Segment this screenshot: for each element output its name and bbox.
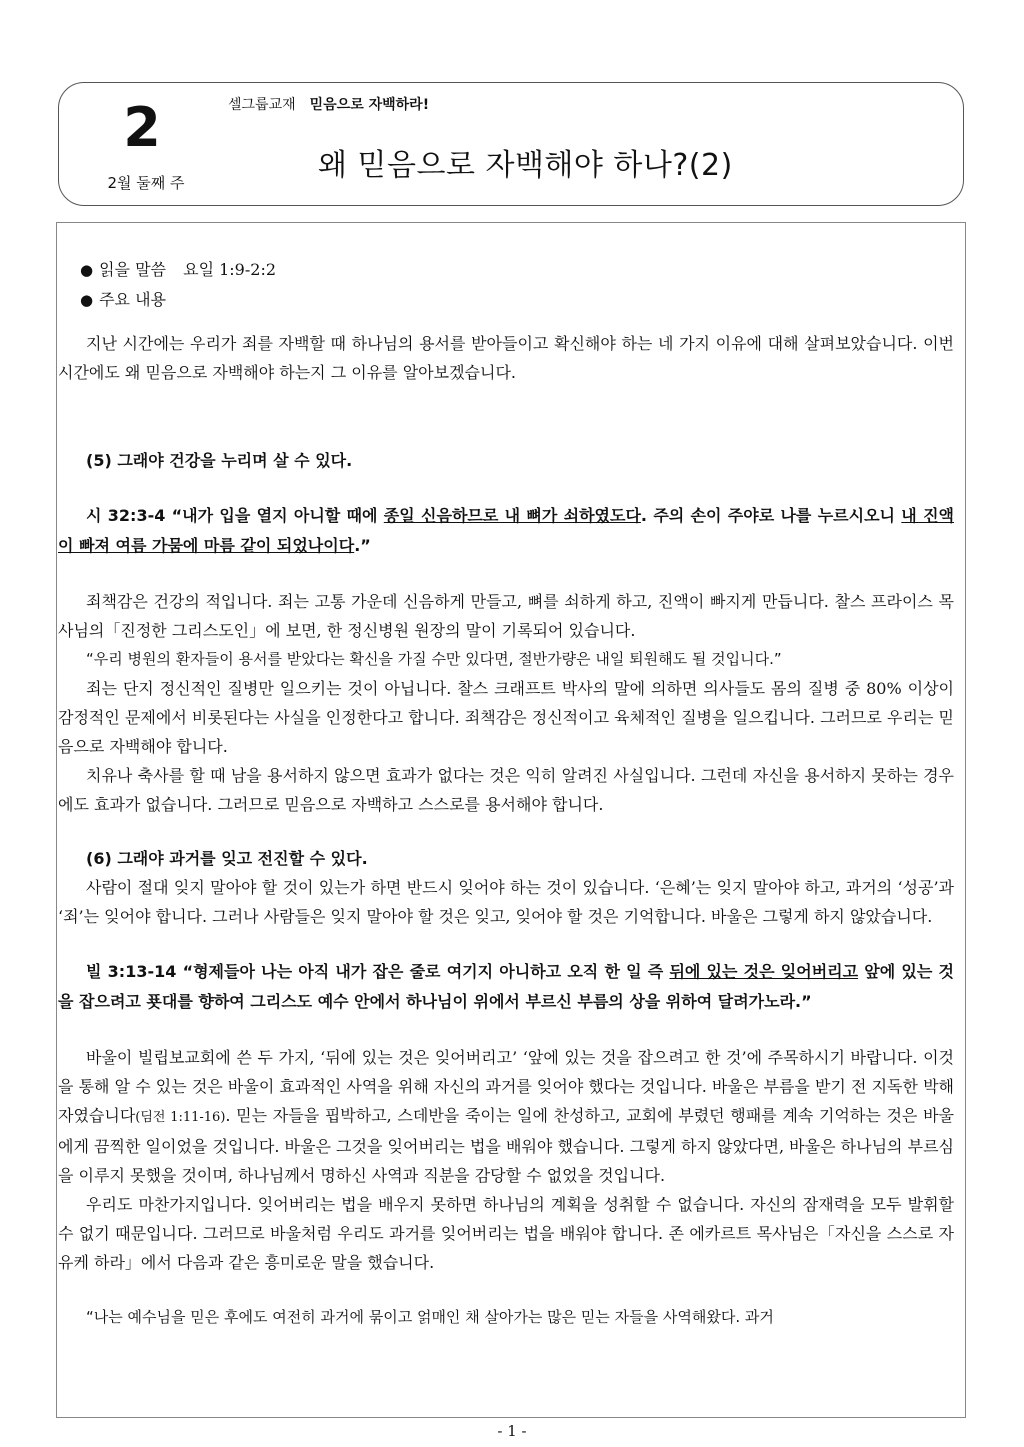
reading-label: 읽을 말씀 — [99, 260, 167, 279]
bullet-icon: ● — [80, 261, 94, 279]
verse-psalm: 시 32:3-4 “내가 입을 열지 아니할 때에 종일 신음하므로 내 뼈가 쇠하였도다. 주의 손이 주야로 나를 누르시오니 내 진액이 빠져 여름 가뭄에 마름 같이 되었나이다.” — [58, 506, 954, 555]
section-5-quote: “우리 병원의 환자들이 용서를 받았다는 확신을 가질 수만 있다면, 절반가량은 내일 퇴원해도 될 것입니다.” — [86, 650, 782, 668]
week-label: 2월 둘째 주 — [107, 174, 185, 192]
reading-ref: 요일 1:9-2:2 — [183, 260, 277, 279]
page-title: 왜 믿음으로 자백해야 하나?(2) — [318, 148, 733, 183]
lesson-number: 2 — [123, 96, 161, 159]
main-bullet — [58, 285, 954, 315]
main-label: 주요 내용 — [99, 290, 167, 309]
section-6-paragraph-1: 사람이 절대 잊지 말아야 할 것이 있는가 하면 반드시 잊어야 하는 것이 있습니다. ‘은혜’는 잊지 말아야 하고, 과거의 ‘성공’과 ‘죄’는 잊어야 합니다. 그러나 사람들은 잊지 말아야 할 것은 잊고, 잊어야 할 것은 기억합니다. 바울은 그렇게 하지 않았습니다. — [58, 878, 954, 926]
section-5-paragraph-1: 죄책감은 건강의 적입니다. 죄는 고통 가운데 신음하게 만들고, 뼈를 쇠하게 하고, 진액이 빠지게 만듭니다. 찰스 프라이스 목사님의「진정한 그리스도인」에 보면, 한 정신병원 원장의 말이 기록되어 있습니다. — [58, 592, 954, 640]
series-line — [228, 94, 429, 114]
section-6-quote: “나는 예수님을 믿은 후에도 여전히 과거에 묶이고 얽매인 채 살아가는 많은 믿는 자들을 사역해왔다. 과거 — [86, 1308, 774, 1326]
series-label: 셀그룹교재 — [228, 97, 296, 113]
verse-philippians: 빌 3:13-14 “형제들아 나는 아직 내가 잡은 줄로 여기지 아니하고 오직 한 일 즉 뒤에 있는 것은 잊어버리고 앞에 있는 것을 잡으려고 푯대를 향하여 그리스도 예수 안에서 하나님이 위에서 부르신 부름의 상을 위하여 달려가노라.” — [58, 962, 954, 1011]
content-body — [58, 255, 954, 1332]
section-6-paragraph-3: 우리도 마찬가지입니다. 잊어버리는 법을 배우지 못하면 하나님의 계획을 성취할 수 없습니다. 자신의 잠재력을 모두 발휘할 수 없기 때문입니다. 그러므로 바울처럼 우리도 과거를 잊어버리는 법을 배워야 합니다. 존 에카르트 목사님은「자신을 스스로 자유케 하라」에서 다음과 같은 흥미로운 말을 했습니다. — [58, 1195, 954, 1272]
series-title: 믿음으로 자백하라! — [309, 97, 430, 113]
page-number: - 1 - — [497, 1422, 527, 1440]
reading-bullet — [58, 255, 954, 285]
section-5-paragraph-2: 죄는 단지 정신적인 질병만 일으키는 것이 아닙니다. 찰스 크래프트 박사의 말에 의하면 의사들도 몸의 질병 중 80% 이상이 감정적인 문제에서 비롯된다는 사실을 인정한다고 합니다. 죄책감은 정신적이고 육체적인 질병을 일으킵니다. 그러므로 우리는 믿음으로 자백해야 합니다. — [58, 679, 954, 756]
section-6-heading: (6) 그래야 과거를 잊고 전진할 수 있다. — [86, 849, 368, 868]
section-6-paragraph-2: 바울이 빌립보교회에 쓴 두 가지, ‘뒤에 있는 것은 잊어버리고’ ‘앞에 있는 것을 잡으려고 한 것’에 주목하시기 바랍니다. 이것을 통해 알 수 있는 것은 바울이 효과적인 사역을 위해 자신의 과거를 잊어야 했다는 것입니다. 바울은 부름을 받기 전 지독한 박해자였습니다(딤전 1:11-16). 믿는 자들을 핍박하고, 스데반을 죽이는 일에 찬성하고, 교회에 부렸던 행패를 계속 기억하는 것은 바울에게 끔찍한 일이었을 것입니다. 바울은 그것을 잊어버리는 법을 배워야 했습니다. 그렇게 하지 않았다면, 바울은 하나님의 부르심을 이루지 못했을 것이며, 하나님께서 명하신 사역과 직분을 감당할 수 없었을 것입니다. — [58, 1048, 954, 1185]
intro-paragraph: 지난 시간에는 우리가 죄를 자백할 때 하나님의 용서를 받아들이고 확신해야 하는 네 가지 이유에 대해 살펴보았습니다. 이번 시간에도 왜 믿음으로 자백해야 하는지 그 이유를 알아보겠습니다. — [58, 334, 954, 382]
section-5-heading: (5) 그래야 건강을 누리며 살 수 있다. — [86, 451, 353, 470]
bullet-icon: ● — [80, 291, 94, 309]
section-5-paragraph-3: 치유나 축사를 할 때 남을 용서하지 않으면 효과가 없다는 것은 익히 알려진 사실입니다. 그런데 자신을 용서하지 못하는 경우에도 효과가 없습니다. 그러므로 믿음으로 자백하고 스스로를 용서해야 합니다. — [58, 766, 954, 814]
